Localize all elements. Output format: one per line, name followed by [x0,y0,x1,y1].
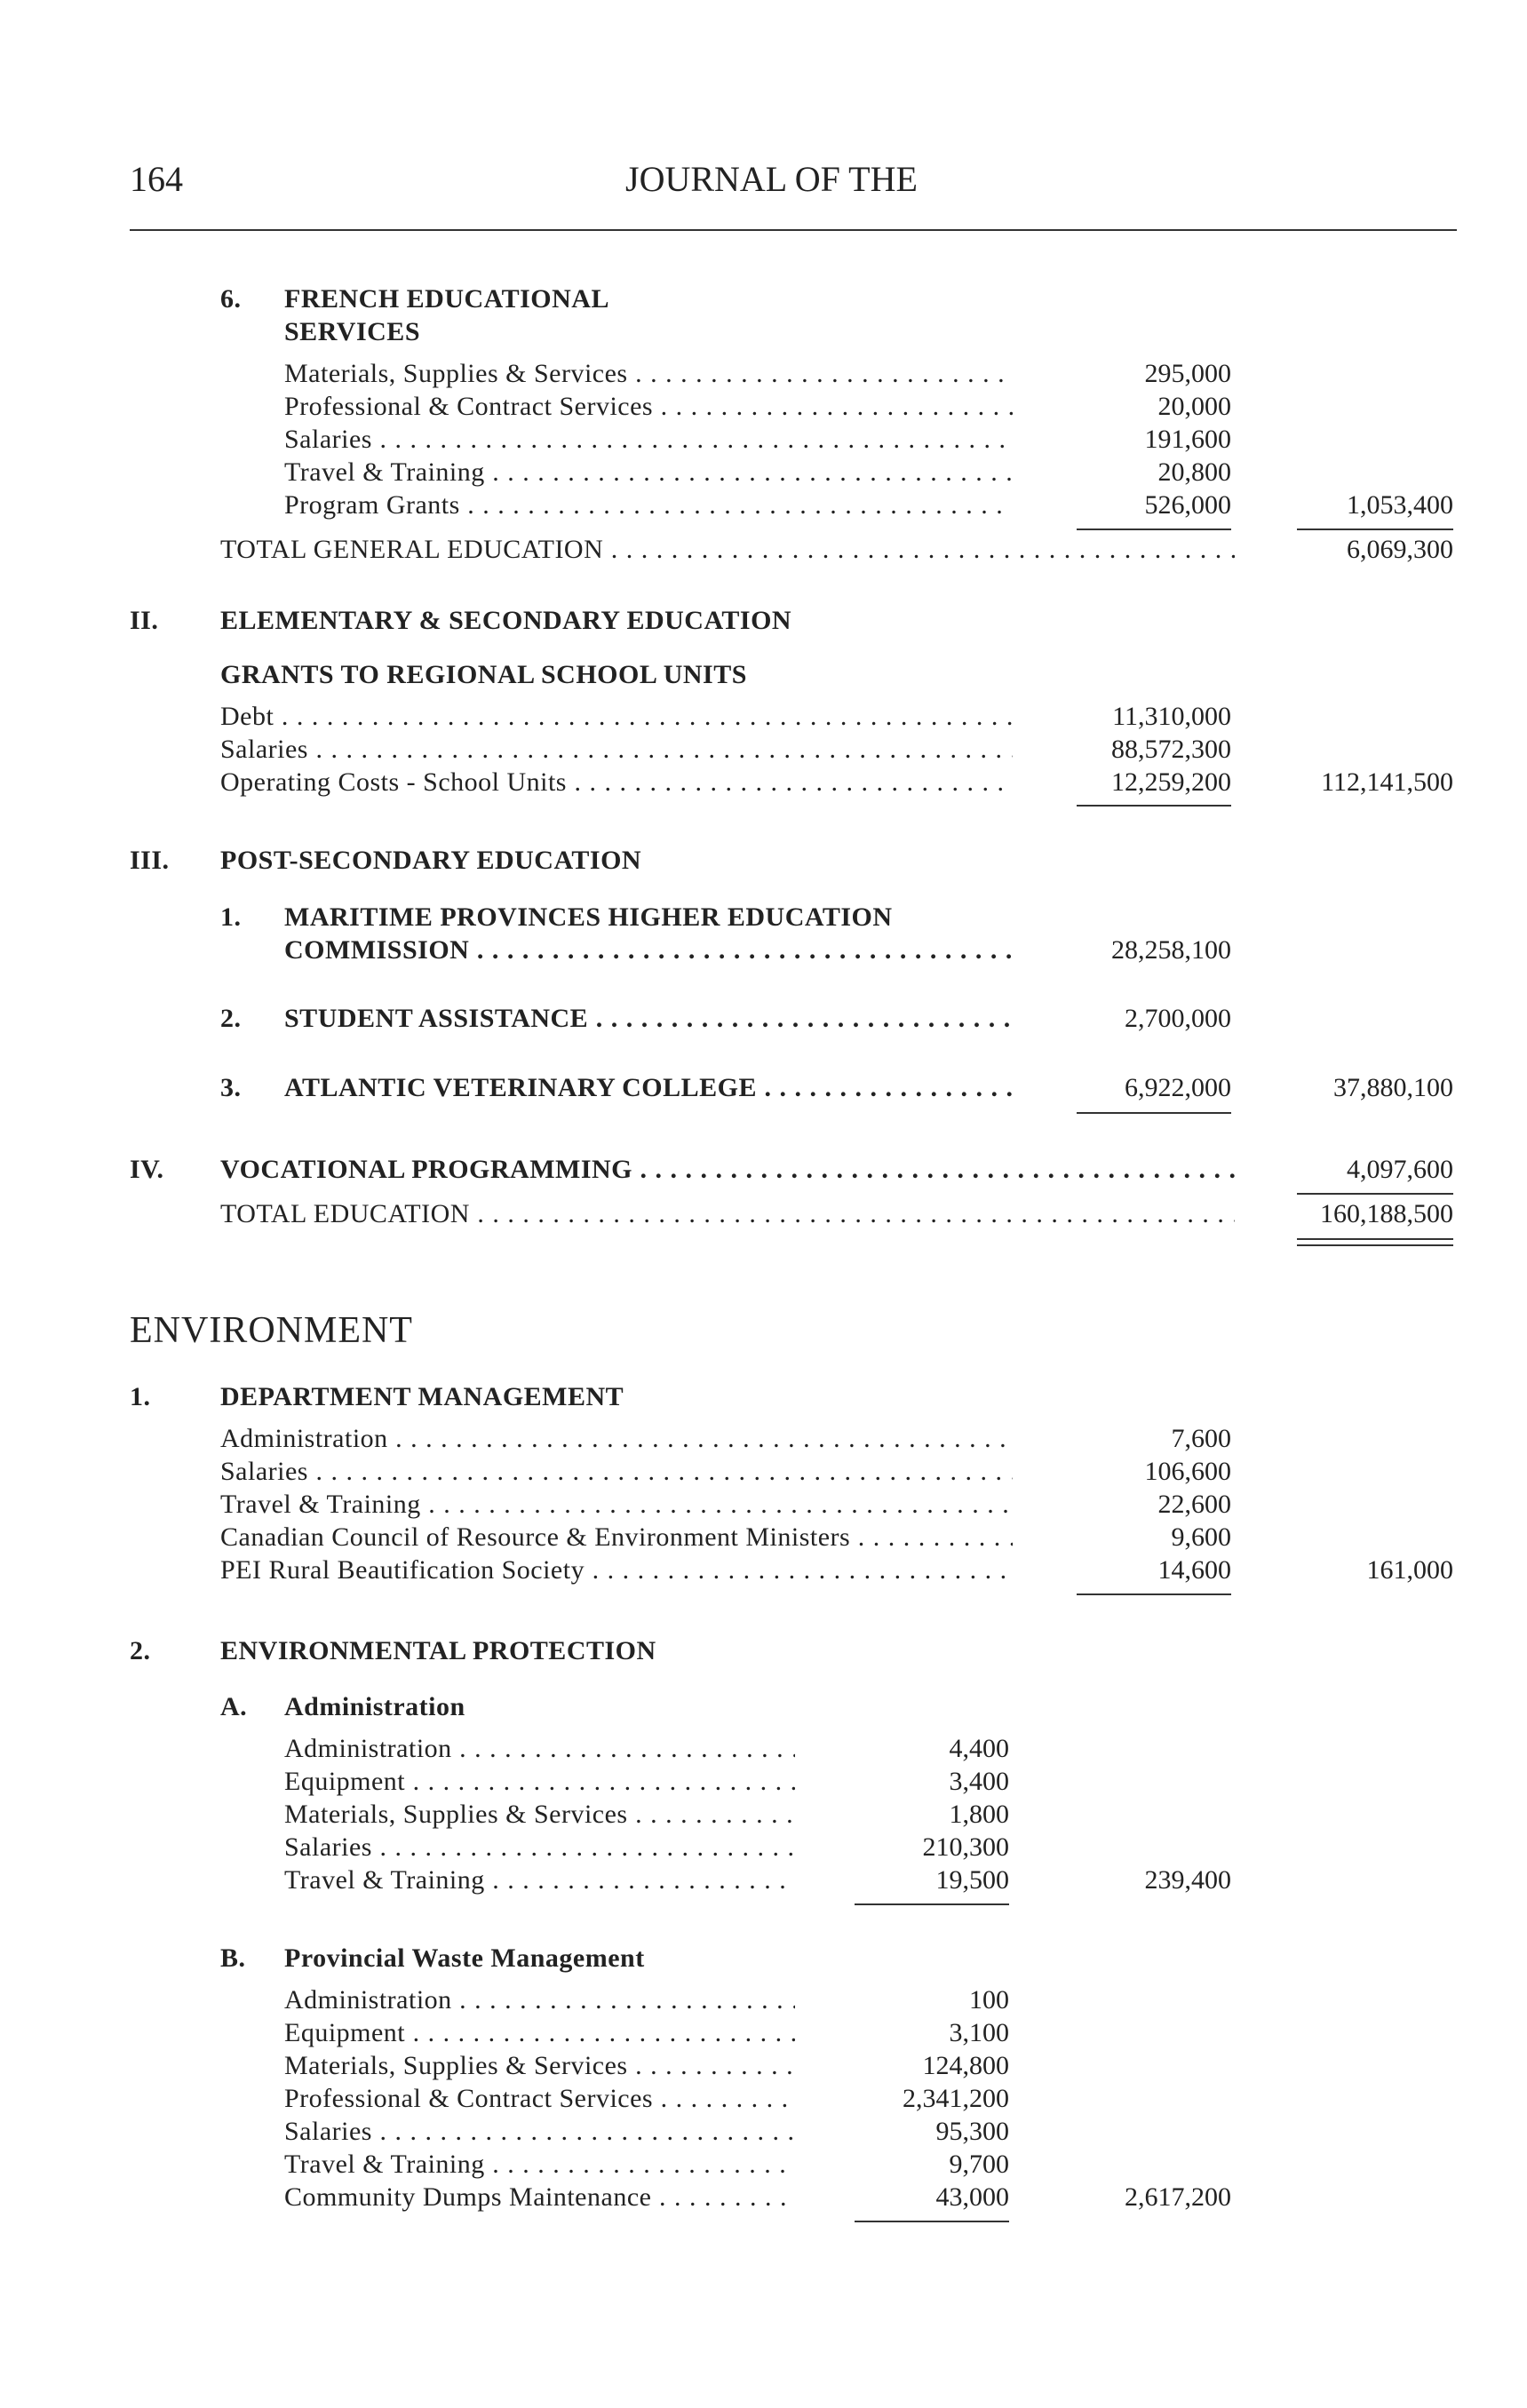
total-label: TOTAL EDUCATION . . . [220,1199,1235,1229]
line-item-label: Travel & Training . . . [284,457,1013,488]
line-item-label: Community Dumps Maintenance . . . [284,2182,795,2213]
line-item-amount: 106,600 [1144,1457,1231,1486]
subsection-title: Provincial Waste Management [284,1943,645,1973]
page-number: 164 [130,159,183,199]
line-item-amount: 124,800 [922,2051,1009,2080]
total-label: TOTAL GENERAL EDUCATION . . . [220,535,1235,565]
line-item-label: Operating Costs - School Units . . . [220,767,1013,798]
section-number: 1. [130,1382,151,1411]
item-number: 2. [220,1004,242,1033]
subtotal-amount: 2,617,200 [1125,2182,1231,2212]
double-rule-top [1297,1238,1453,1240]
subtotal-rule [1077,528,1231,530]
line-item-amount: 295,000 [1144,359,1231,388]
item-title: STUDENT ASSISTANCE . . . [284,1004,1013,1034]
item-amount: 28,258,100 [1111,935,1231,965]
line-item-label: Administration . . . [220,1424,1013,1454]
subtotal-rule [1077,805,1231,807]
header-rule [130,229,1457,231]
subtotal-rule [1297,528,1453,530]
line-item-label: Equipment . . . [284,2018,795,2048]
line-item-label: Materials, Supplies & Services . . . [284,2051,795,2081]
line-item-amount: 3,100 [949,2018,1009,2047]
section-title: ENVIRONMENTAL PROTECTION [220,1636,656,1665]
subsection-title: GRANTS TO REGIONAL SCHOOL UNITS [220,660,747,689]
section-amount: 4,097,600 [1347,1155,1453,1184]
line-item-amount: 22,600 [1157,1490,1231,1519]
line-item-label: Salaries . . . [284,2117,795,2147]
total-amount: 160,188,500 [1320,1199,1453,1228]
subsection-title: Administration [284,1692,465,1721]
line-item-amount: 11,310,000 [1112,702,1231,731]
line-item-label: Program Grants . . . [284,490,1013,521]
line-item-amount: 88,572,300 [1111,735,1231,764]
line-item-amount: 14,600 [1157,1555,1231,1585]
subtotal-rule [855,2221,1009,2222]
item-number: 3. [220,1073,242,1102]
item-title: MARITIME PROVINCES HIGHER EDUCATION [284,902,893,932]
line-item-amount: 100 [969,1985,1009,2015]
department-heading: ENVIRONMENT [130,1310,413,1351]
subtotal-amount: 239,400 [1144,1865,1231,1895]
section-title: FRENCH EDUCATIONAL [284,284,609,314]
line-item-label: Materials, Supplies & Services . . . [284,359,1013,389]
section-title: DEPARTMENT MANAGEMENT [220,1382,624,1411]
line-item-label: Salaries . . . [220,735,1013,765]
section-number: 2. [130,1636,151,1665]
subtotal-rule [855,1903,1009,1905]
line-item-amount: 3,400 [949,1767,1009,1796]
subtotal-rule [1077,1593,1231,1595]
line-item-amount: 2,341,200 [903,2084,1009,2113]
subtotal-rule [1297,1193,1453,1195]
section-number: II. [130,606,159,635]
subsection-letter: B. [220,1943,246,1973]
line-item-label: Debt . . . [220,702,1013,732]
line-item-amount: 4,400 [949,1734,1009,1763]
line-item-label: Travel & Training . . . [220,1490,1013,1520]
line-item-label: Administration . . . [284,1985,795,2015]
item-number: 1. [220,902,242,932]
item-amount: 6,922,000 [1125,1073,1231,1102]
subtotal-amount: 1,053,400 [1347,490,1453,520]
item-amount: 2,700,000 [1125,1004,1231,1033]
subtotal-amount: 112,141,500 [1321,767,1453,797]
section-title: POST-SECONDARY EDUCATION [220,846,642,875]
line-item-amount: 95,300 [935,2117,1009,2146]
line-item-label: Salaries . . . [284,1832,795,1863]
line-item-amount: 7,600 [1171,1424,1231,1453]
total-amount: 6,069,300 [1347,535,1453,564]
line-item-amount: 19,500 [935,1865,1009,1895]
subsection-letter: A. [220,1692,248,1721]
subtotal-amount: 161,000 [1366,1555,1453,1585]
line-item-amount: 191,600 [1144,425,1231,454]
subtotal-rule [1077,1112,1231,1114]
double-rule-bottom [1297,1244,1453,1246]
section-title: SERVICES [284,317,421,346]
line-item-label: Salaries . . . [220,1457,1013,1487]
running-title: JOURNAL OF THE [625,159,918,199]
line-item-amount: 43,000 [935,2182,1009,2212]
section-number: III. [130,846,170,875]
section-title: VOCATIONAL PROGRAMMING . . . [220,1155,1235,1185]
section-number: 6. [220,284,242,314]
line-item-amount: 210,300 [922,1832,1009,1862]
line-item-amount: 20,800 [1157,457,1231,487]
section-number: IV. [130,1155,164,1184]
subtotal-amount: 37,880,100 [1333,1073,1453,1102]
line-item-amount: 12,259,200 [1111,767,1231,797]
item-title: COMMISSION . . . [284,935,1013,966]
line-item-amount: 1,800 [949,1800,1009,1829]
line-item-label: Professional & Contract Services . . . [284,392,1013,422]
line-item-label: Administration . . . [284,1734,795,1764]
line-item-label: Salaries . . . [284,425,1013,455]
line-item-label: Materials, Supplies & Services . . . [284,1800,795,1830]
line-item-label: Canadian Council of Resource & Environment Ministers . . . [220,1522,1013,1553]
line-item-amount: 526,000 [1144,490,1231,520]
line-item-amount: 20,000 [1157,392,1231,421]
item-title: ATLANTIC VETERINARY COLLEGE . . . [284,1073,1013,1103]
section-title: ELEMENTARY & SECONDARY EDUCATION [220,606,792,635]
line-item-label: Travel & Training . . . [284,2150,795,2180]
line-item-label: Travel & Training . . . [284,1865,795,1895]
line-item-amount: 9,600 [1171,1522,1231,1552]
line-item-label: PEI Rural Beautification Society . . . [220,1555,1013,1585]
line-item-label: Professional & Contract Services . . . [284,2084,795,2114]
line-item-label: Equipment . . . [284,1767,795,1797]
line-item-amount: 9,700 [949,2150,1009,2179]
